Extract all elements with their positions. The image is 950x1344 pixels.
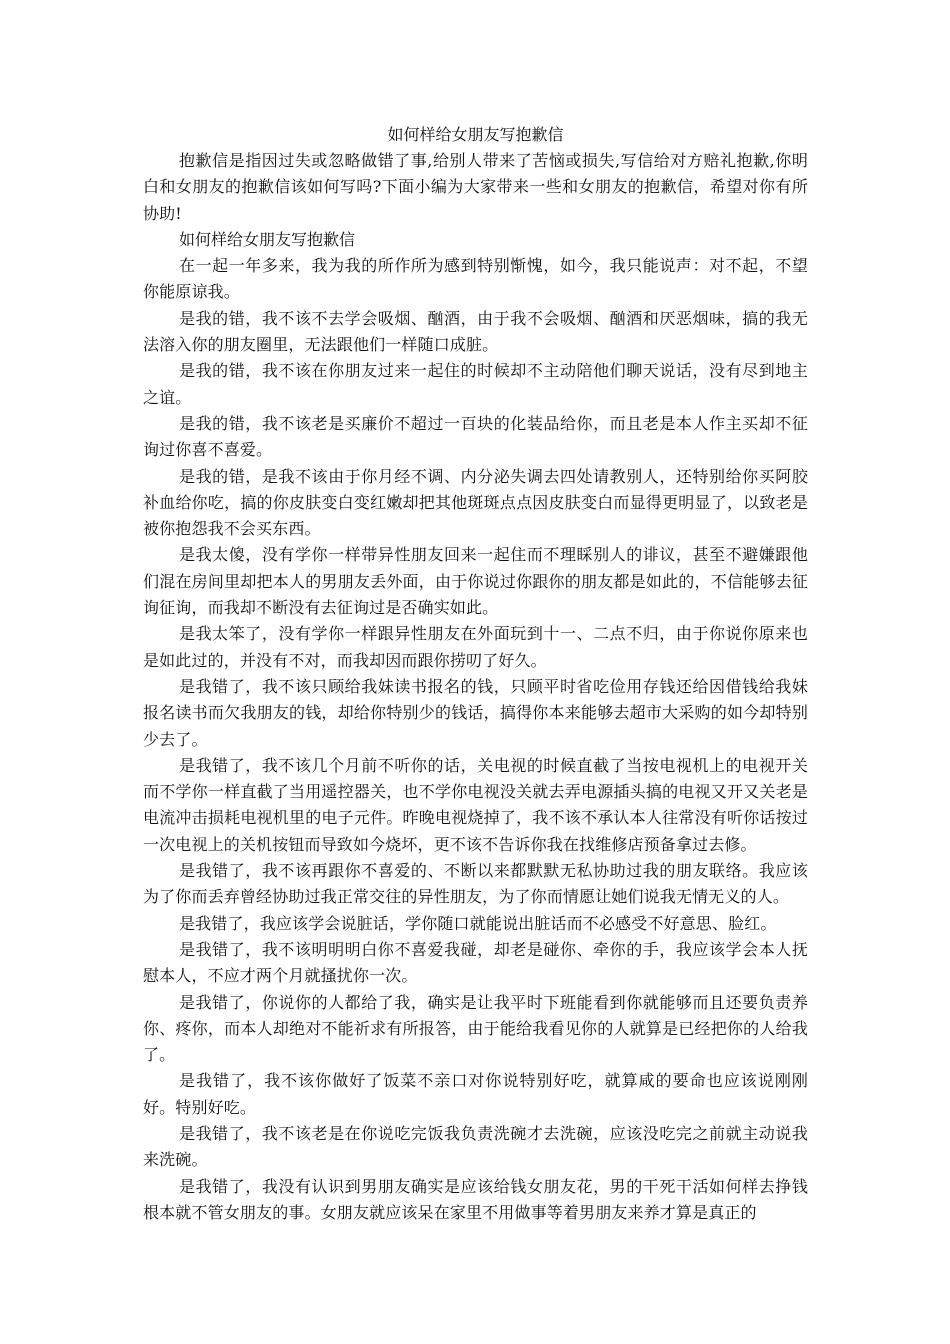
body-paragraph: 是我错了，我不该再跟你不喜爱的、不断以来都默默无私协助过我的朋友联络。我应该为了你而丢弃曾经协助过我正常交往的异性朋友，为了你而情愿让她们说我无情无义的人。 — [143, 861, 808, 907]
body-paragraph: 是我错了，我不该你做好了饭菜不亲口对你说特别好吃，就算咸的要命也应该说刚刚好。特别好吃。 — [143, 1071, 808, 1117]
body-paragraph: 是我太傻，没有学你一样带异性朋友回来一起住而不理睬别人的诽议，甚至不避嫌跟他们混在房间里却把本人的男朋友丢外面，由于你说过你跟你的朋友都是如此的，不信能够去征询征询，而我却不断没有去征询过是否确实如此。 — [143, 545, 808, 618]
body-paragraph: 是我错了，我不该明明明白你不喜爱我碰，却老是碰你、牵你的手，我应该学会本人抚慰本人，不应才两个月就搔扰你一次。 — [143, 939, 808, 986]
body-paragraph: 是我的错，我不该老是买廉价不超过一百块的化装品给你，而且老是本人作主买却不征询过你喜不喜爱。 — [143, 413, 808, 460]
document-page — [143, 122, 808, 1226]
body-paragraph: 是我错了，我不该几个月前不听你的话，关电视的时候直截了当按电视机上的电视开关而不学你一样直截了当用遥控器关，也不学你电视没关就去弄电源插头搞的电视又开又关老是电流冲击损耗电视机里的电子元件。昨晚电视烧掉了，我不该不承认本人往常没有听你话按过一次电视上的关机按钮而导致如今烧坏，更不该不告诉你我在找维修店预备拿过去修。 — [143, 755, 808, 854]
body-paragraph: 是我错了，我没有认识到男朋友确实是应该给钱女朋友花，男的干死干活如何样去挣钱根本就不管女朋友的事。女朋友就应该呆在家里不用做事等着男朋友来养才算是真正的 — [143, 1176, 808, 1222]
body-paragraph: 是我错了，我不该老是在你说吃完饭我负责洗碗才去洗碗，应该没吃完之前就主动说我来洗碗。 — [143, 1123, 808, 1170]
body-paragraph: 是我太笨了，没有学你一样跟异性朋友在外面玩到十一、二点不归，由于你说你原来也是如此过的，并没有不对，而我却因而跟你捞叨了好久。 — [143, 624, 808, 670]
section-heading: 如何样给女朋友写抱歉信 — [179, 229, 356, 249]
document-title: 如何样给女朋友写抱歉信 — [387, 125, 564, 144]
body-paragraph: 是我错了，我应该学会说脏话，学你随口就能说出脏话而不必感受不好意思、脸红。 — [179, 913, 777, 933]
intro-paragraph: 抱歉信是指因过失或忽略做错了事,给别人带来了苦恼或损失,写信给对方赔礼抱歉,你明白和女朋友的抱歉信该如何写吗?下面小编为大家带来一些和女朋友的抱歉信，希望对你有所协助! — [143, 151, 808, 223]
body-paragraph: 是我的错，我不该在你朋友过来一起住的时候却不主动陪他们聊天说话，没有尽到地主之谊。 — [143, 361, 808, 407]
body-paragraph: 是我错了，我不该只顾给我妹读书报名的钱，只顾平时省吃俭用存钱还给因借钱给我妹报名读书而欠我朋友的钱，却给你特别少的钱话，搞得你本来能够去超市大采购的如今却特别少去了。 — [143, 676, 808, 749]
body-paragraph: 是我错了，你说你的人都给了我，确实是让我平时下班能看到你就能够而且还要负责养你、疼你，而本人却绝对不能祈求有所报答，由于能给我看见你的人就算是已经把你的人给我了。 — [143, 992, 808, 1065]
body-paragraph: 是我的错，是我不该由于你月经不调、内分泌失调去四处请教别人，还特别给你买阿胶补血给你吃，搞的你皮肤变白变红嫩却把其他斑斑点点因皮肤变白而显得更明显了，以致老是被你抱怨我不会买东西。 — [143, 466, 808, 539]
body-paragraph: 是我的错，我不该不去学会吸烟、酗酒，由于我不会吸烟、酗酒和厌恶烟味，搞的我无法溶入你的朋友圈里，无法跟他们一样随口成脏。 — [143, 308, 808, 355]
body-paragraph: 在一起一年多来，我为我的所作所为感到特别惭愧，如今，我只能说声：对不起，不望你能原谅我。 — [143, 256, 808, 302]
